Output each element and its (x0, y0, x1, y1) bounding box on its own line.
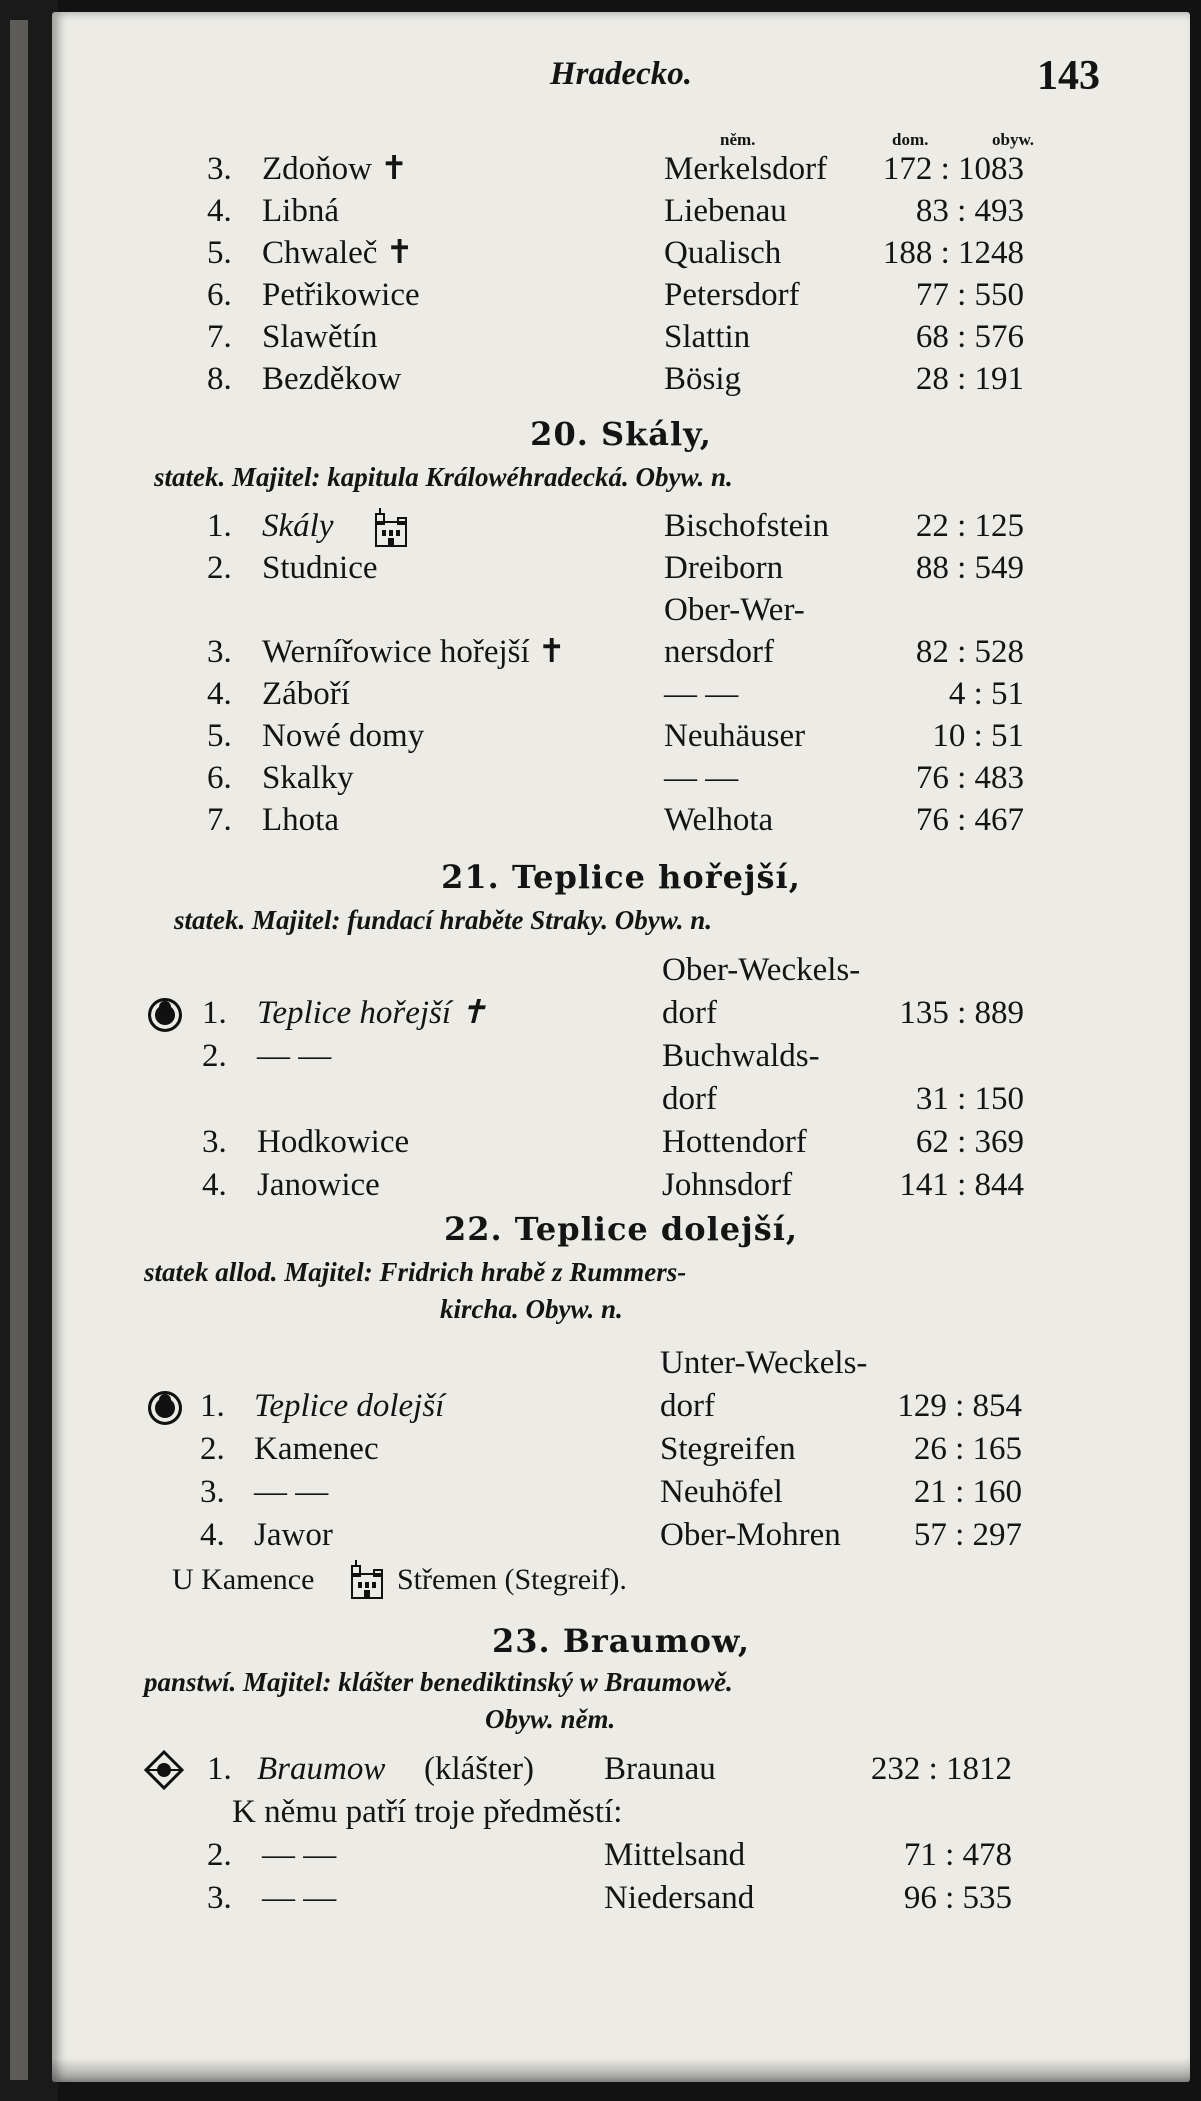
row-german: Ober-Mohren (660, 1517, 841, 1553)
section-desc-22-line2: kircha. Obyw. n. (440, 1294, 623, 1324)
row-num: 2. (200, 1431, 225, 1467)
row-german: Johnsdorf (662, 1167, 793, 1203)
row-num: 2. (202, 1038, 227, 1074)
row-name: Slawětín (262, 319, 378, 355)
row-ratio: 31 : 150 (915, 1081, 1024, 1117)
row-ratio: 188 : 1248 (882, 235, 1024, 271)
row-german: Ober-Weckels- (662, 952, 861, 988)
section-heading-23: 23. Braumow, (492, 1622, 750, 1660)
row-num: 7. (207, 319, 232, 355)
table-row (52, 358, 1024, 400)
row-num: 3. (207, 151, 232, 187)
table-row (52, 1471, 1022, 1513)
table-row (52, 190, 1024, 232)
row-german: Unter-Weckels- (660, 1345, 868, 1381)
row-name: — — (257, 1038, 332, 1074)
row-german: Welhota (664, 802, 774, 838)
row-ratio: 68 : 576 (915, 319, 1024, 355)
row-num: 4. (202, 1167, 227, 1203)
row-german: nersdorf (664, 634, 774, 670)
column-head-nem: něm. (720, 130, 756, 149)
row-ratio: 71 : 478 (903, 1837, 1012, 1873)
row-name: Chwaleč ✝ (262, 235, 414, 271)
row-num: 3. (202, 1124, 227, 1160)
book-spine (0, 0, 58, 2101)
section-desc-21: statek. Majitel: fundací hraběte Straky. Obyw. n. (174, 905, 712, 935)
row-ratio: 129 : 854 (897, 1388, 1022, 1424)
row-ratio: 22 : 125 (915, 508, 1024, 544)
row-german: Buchwalds- (662, 1038, 820, 1074)
row-name: Skalky (262, 760, 354, 796)
row-german: Bischofstein (664, 508, 829, 544)
row-name: Libná (262, 193, 339, 229)
section-desc-23-line1: panstwí. Majitel: klášter benediktinský w Braumowě. (144, 1667, 733, 1697)
table-row (52, 949, 1024, 991)
section-heading-22: 22. Teplice dolejší, (443, 1210, 799, 1248)
section-desc-23-line2: Obyw. něm. (485, 1704, 616, 1734)
table-row (52, 274, 1024, 316)
bullet-icon (148, 1391, 182, 1425)
row-ratio: 10 : 51 (932, 718, 1024, 754)
row-ratio: 83 : 493 (915, 193, 1024, 229)
row-german: Slattin (664, 319, 751, 355)
row-name: Hodkowice (257, 1124, 410, 1160)
row-num: 4. (207, 193, 232, 229)
row-german: dorf (662, 995, 717, 1031)
row-name: — — (262, 1837, 337, 1873)
row-name: Kamenec (254, 1431, 379, 1467)
row-ratio: 26 : 165 (913, 1431, 1022, 1467)
section-desc-22-line1: statek allod. Majitel: Fridrich hrabě z Rummers- (144, 1257, 687, 1287)
row-num: 2. (207, 1837, 232, 1873)
note-kamence: U Kamence Střemen (Stegreif). (172, 1559, 1072, 1601)
row-num: 1. (207, 508, 232, 544)
row-num: 1. (200, 1388, 225, 1424)
row-german: Merkelsdorf (664, 151, 828, 187)
section-heading-21: 21. Teplice hořejší, (441, 858, 801, 896)
row-num: 5. (207, 718, 232, 754)
castle-icon (374, 505, 408, 548)
table-row (52, 547, 1024, 589)
row-num: 8. (207, 361, 232, 397)
page-number: 143 (1037, 53, 1100, 99)
row-ratio: 57 : 297 (913, 1517, 1022, 1553)
running-head-title: Hradecko. (549, 56, 693, 92)
table-row (52, 992, 1024, 1034)
rhombus-icon (144, 1750, 184, 1801)
row-name: Teplice hořejší ✝ (257, 995, 487, 1031)
row-name: Skály (262, 508, 334, 544)
table-row (52, 799, 1024, 841)
row-num: 3. (200, 1474, 225, 1510)
table-row (52, 589, 1024, 631)
row-num: 6. (207, 277, 232, 313)
row-name: Lhota (262, 802, 339, 838)
page-bottom-shadow (52, 2058, 1190, 2082)
row-num: 7. (207, 802, 232, 838)
row-num: 4. (200, 1517, 225, 1553)
page-edge (10, 20, 28, 2080)
row-name: Petřikowice (262, 277, 420, 313)
column-head-obyw: obyw. (992, 130, 1035, 149)
row-num: 1. (202, 995, 227, 1031)
row-name: Zdoňow ✝ (262, 151, 408, 187)
table-row (52, 1121, 1024, 1163)
row-ratio: 28 : 191 (915, 361, 1024, 397)
book-page (52, 12, 1190, 2082)
row-german: Ober-Wer- (664, 592, 805, 628)
note-predmesti: K němu patří troje předměstí: (232, 1794, 623, 1830)
row-german: Liebenau (664, 193, 787, 229)
table-row (52, 1385, 1022, 1427)
row-name: Wernířowice hořejší ✝ (262, 634, 566, 670)
row-german: — — (664, 760, 739, 796)
row-ratio: 141 : 844 (899, 1167, 1024, 1203)
bullet-icon (148, 998, 182, 1032)
row-ratio: 96 : 535 (903, 1880, 1012, 1916)
table-row (52, 1428, 1022, 1470)
table-row (52, 631, 1024, 673)
section-heading-20: 20. Skály, (530, 415, 712, 453)
row-name: — — (262, 1880, 337, 1916)
row-german: Qualisch (664, 235, 782, 271)
section-desc-20: statek. Majitel: kapitula Králowéhradecká. Obyw. n. (154, 462, 733, 492)
row-name: Teplice dolejší (254, 1388, 445, 1424)
row-ratio: 82 : 528 (915, 634, 1024, 670)
row-name: Studnice (262, 550, 378, 586)
table-row (52, 1035, 1024, 1077)
row-german: Niedersand (604, 1880, 755, 1916)
row-german: Neuhöfel (660, 1474, 783, 1510)
table-row (52, 1834, 1012, 1876)
row-ratio: 4 : 51 (948, 676, 1024, 712)
row-ratio: 88 : 549 (915, 550, 1024, 586)
row-ratio: 21 : 160 (913, 1474, 1022, 1510)
row-name: Janowice (257, 1167, 380, 1203)
table-row (52, 148, 1024, 190)
castle-icon (350, 1557, 384, 1600)
row-braumow: 1. Braumow (klášter) Braunau 232 : 1812 (52, 1748, 1012, 1790)
row-name: Jawor (254, 1517, 333, 1553)
row-ratio: 77 : 550 (915, 277, 1024, 313)
row-name: — — (254, 1474, 329, 1510)
row-german: — — (664, 676, 739, 712)
row-ratio: 172 : 1083 (882, 151, 1024, 187)
row-ratio: 62 : 369 (915, 1124, 1024, 1160)
row-name: Nowé domy (262, 718, 425, 754)
row-num: 2. (207, 550, 232, 586)
row-german: dorf (660, 1388, 715, 1424)
row-german: Neuhäuser (664, 718, 806, 754)
table-row (52, 232, 1024, 274)
row-ratio: 76 : 467 (915, 802, 1024, 838)
table-row (52, 316, 1024, 358)
row-german: dorf (662, 1081, 717, 1117)
table-row (52, 505, 1024, 547)
table-row (52, 1514, 1022, 1556)
row-name: Záboří (262, 676, 350, 712)
running-head (52, 53, 1190, 106)
table-row (52, 1877, 1012, 1919)
row-num: 3. (207, 634, 232, 670)
column-head-dom: dom. (892, 130, 929, 149)
row-german: Petersdorf (664, 277, 800, 313)
row-num: 3. (207, 1880, 232, 1916)
row-num: 6. (207, 760, 232, 796)
row-num: 5. (207, 235, 232, 271)
row-ratio: 135 : 889 (899, 995, 1024, 1031)
table-row (52, 1164, 1024, 1206)
row-german: Bösig (664, 361, 742, 397)
table-row (52, 673, 1024, 715)
row-german: Stegreifen (660, 1431, 796, 1467)
table-row (52, 1078, 1024, 1120)
table-row (52, 1342, 1022, 1384)
table-row (52, 715, 1024, 757)
row-german: Hottendorf (662, 1124, 807, 1160)
row-german: Dreiborn (664, 550, 784, 586)
row-ratio: 76 : 483 (915, 760, 1024, 796)
table-row (52, 757, 1024, 799)
row-name: Bezděkow (262, 361, 402, 397)
row-num: 4. (207, 676, 232, 712)
row-german: Mittelsand (604, 1837, 746, 1873)
